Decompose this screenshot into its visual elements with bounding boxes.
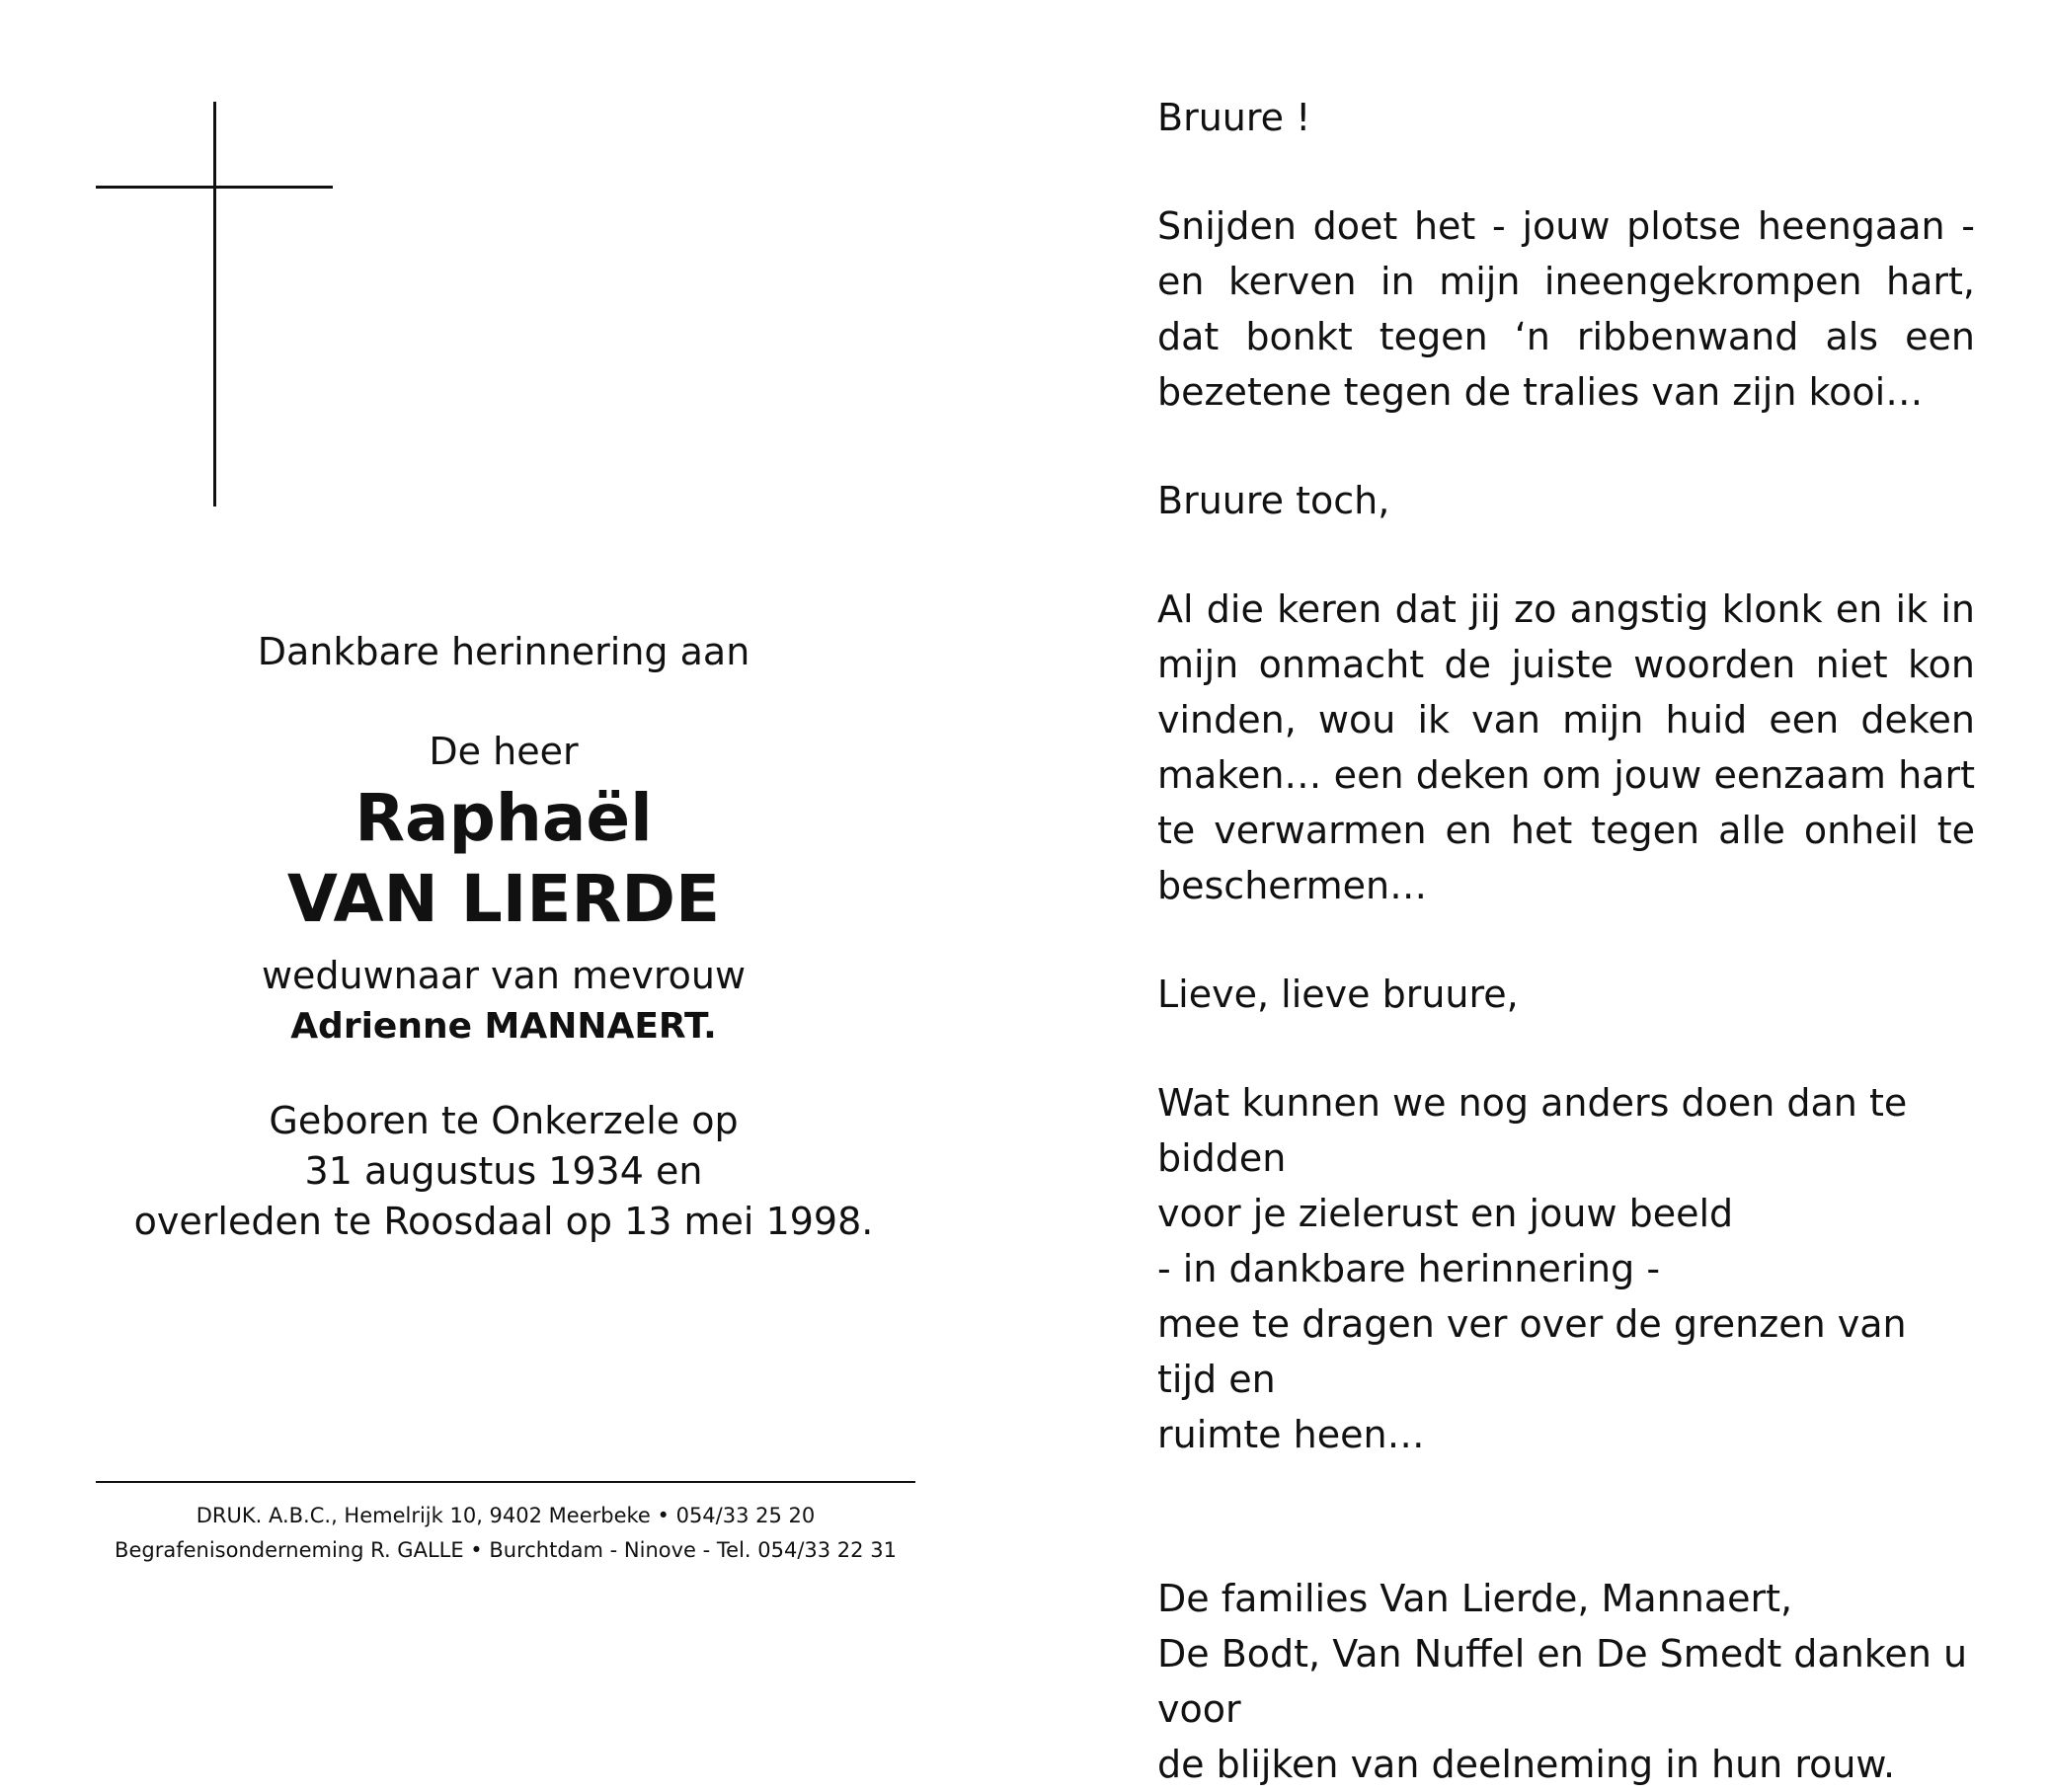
spouse-intro: weduwnaar van mevrouw — [261, 954, 747, 997]
right-panel — [1157, 90, 1975, 1792]
salutation-2: Bruure toch, — [1157, 479, 1390, 522]
thanks-line: De Bodt, Van Nuffel en De Smedt danken u voor — [1157, 1632, 1968, 1731]
cross-vertical-bar — [213, 102, 216, 506]
birth-line: Geboren te Onkerzele op — [269, 1099, 739, 1142]
footer-divider — [96, 1481, 915, 1483]
paragraph-memory: Al die keren dat jij zo angstig klonk en ik in mijn onmacht de juiste woorden niet kon vinden, wou ik van mijn huid een deken maken… een deken om jouw eenzaam hart te verwarmen en het tegen alle onheil te beschermen… — [1157, 587, 1975, 907]
cross-horizontal-bar — [96, 186, 333, 189]
undertaker-line: Begrafenisonderneming R. GALLE • Burchtdam - Ninove - Tel. 054/33 22 31 — [115, 1538, 897, 1562]
thanks-line: De families Van Lierde, Mannaert, — [1157, 1577, 1793, 1620]
printer-footer — [96, 1499, 915, 1568]
prayer-line: ruimte heen… — [1157, 1413, 1425, 1456]
prayer-line: - in dankbare herinnering - — [1157, 1247, 1661, 1290]
printer-line: DRUK. A.B.C., Hemelrijk 10, 9402 Meerbeke • 054/33 25 20 — [196, 1504, 816, 1527]
prayer-line: mee te dragen ver over de grenzen van tijd en — [1157, 1302, 1907, 1401]
prayer-line: Wat kunnen we nog anders doen dan te bidden — [1157, 1081, 1908, 1180]
paragraph-grief: Snijden doet het - jouw plotse heengaan - en kerven in mijn ineengekrompen hart, dat bonkt tegen ‘n ribbenwand als een bezetene tegen de tralies van zijn kooi… — [1157, 204, 1975, 414]
deceased-last-name: VAN LIERDE — [286, 861, 721, 937]
left-panel — [99, 622, 908, 1247]
birth-date-line: 31 augustus 1934 en — [304, 1149, 703, 1193]
salutation-3: Lieve, lieve bruure, — [1157, 973, 1519, 1016]
death-line: overleden te Roosdaal op 13 mei 1998. — [133, 1200, 874, 1243]
title-prefix: De heer — [429, 730, 579, 773]
birth-death-info — [99, 1096, 908, 1247]
prayer-line: voor je zielerust en jouw beeld — [1157, 1192, 1734, 1235]
paragraph-prayer — [1157, 1075, 1975, 1462]
spouse-name: Adrienne MANNAERT. — [290, 1006, 717, 1047]
cross-icon — [96, 102, 333, 506]
salutation: Bruure ! — [1157, 96, 1311, 139]
thanks-line: de blijken van deelneming in hun rouw. — [1157, 1743, 1896, 1786]
paragraph-thanks — [1157, 1571, 1975, 1792]
intro-text: Dankbare herinnering aan — [257, 630, 750, 673]
deceased-first-name: Raphaël — [355, 780, 653, 856]
